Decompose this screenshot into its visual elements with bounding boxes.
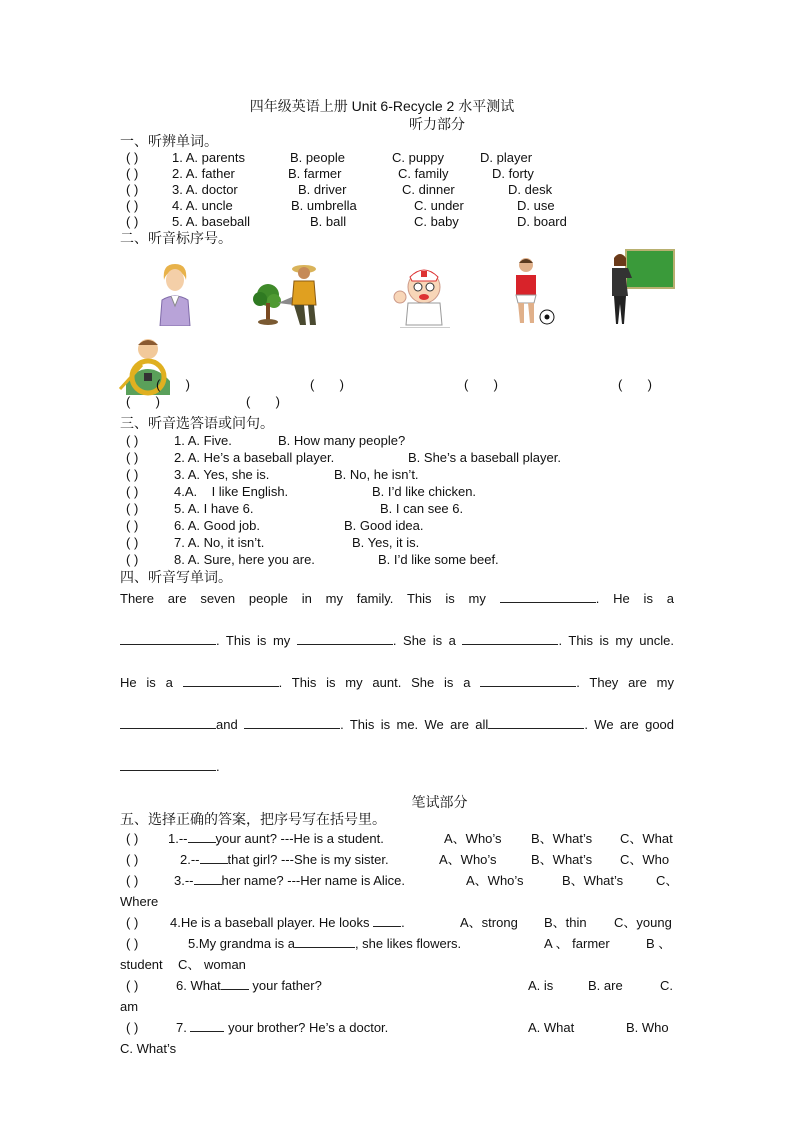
response-item <box>120 466 674 483</box>
question-text: 1.-- <box>168 831 188 846</box>
answer-paren[interactable]: ( ) <box>126 552 139 567</box>
fill-blank[interactable] <box>221 977 249 990</box>
question-6-wrap <box>120 996 674 1017</box>
para-text: He is a <box>120 675 173 690</box>
word-item <box>120 182 674 198</box>
para-text: . This is my <box>216 633 291 648</box>
question-3-wrap <box>120 891 674 912</box>
question-1 <box>120 828 674 849</box>
answer-paren[interactable]: ( ) <box>126 1020 139 1035</box>
fill-blank[interactable] <box>297 632 393 645</box>
fill-blank[interactable] <box>183 674 279 687</box>
option-c: C. What’s <box>120 1041 177 1056</box>
option-a: A、Who’s <box>466 873 524 888</box>
question-text: your father? <box>252 978 322 993</box>
option-a: 1. A. parents <box>172 150 245 165</box>
word-item <box>120 214 674 230</box>
question-text: 6. What <box>176 978 221 993</box>
answer-paren[interactable]: ( ) <box>126 873 139 888</box>
para-text: . He is a <box>595 591 674 606</box>
answer-paren[interactable]: ( ) <box>126 518 139 533</box>
fill-blank[interactable] <box>188 830 216 843</box>
para-text: . She is a <box>392 633 456 648</box>
option-a: 3. A. doctor <box>172 182 238 197</box>
option-b: B、What’s <box>531 831 593 846</box>
question-7-wrap <box>120 1038 674 1059</box>
option-a: 3. A. Yes, she is. <box>174 467 270 482</box>
question-4 <box>120 912 674 933</box>
option-a: A. is <box>528 978 554 993</box>
option-b: B 、 <box>646 936 672 951</box>
question-text: , she likes flowers. <box>354 936 462 951</box>
answer-paren[interactable]: ( ) <box>126 484 139 499</box>
fill-blank[interactable] <box>190 1019 224 1032</box>
question-text: 4.He is a baseball player. He looks <box>170 915 370 930</box>
para-text: There are seven people in my family. This is my <box>120 591 486 606</box>
fill-blank[interactable] <box>200 851 228 864</box>
answer-paren[interactable]: ( ) <box>126 978 139 993</box>
option-a: A、Who’s <box>439 852 497 867</box>
fill-blank[interactable] <box>488 716 584 729</box>
football-player-picture <box>508 255 558 327</box>
section-3-heading: 三、听音选答语或问句。 <box>120 415 274 431</box>
picture-answer-row-2 <box>120 394 674 415</box>
question-6 <box>120 975 674 996</box>
farmer-picture <box>252 259 328 327</box>
section-1-list <box>120 150 674 230</box>
question-text: . <box>401 915 405 930</box>
option-a: 6. A. Good job. <box>174 518 261 533</box>
picture-answer-row-1 <box>120 377 674 397</box>
option-a: 2. A. He’s a baseball player. <box>174 450 335 465</box>
para-text: . This is me. We are all <box>340 717 489 732</box>
answer-paren[interactable]: ( ) <box>126 915 139 930</box>
option-c: C、 <box>656 873 679 888</box>
option-c: C、young <box>614 915 672 930</box>
question-5-wrap <box>120 954 674 975</box>
option-a: 2. A. father <box>172 166 235 181</box>
question-text: 3.-- <box>174 873 194 888</box>
option-c: C、 woman <box>178 957 246 972</box>
option-b: B. farmer <box>288 166 342 181</box>
answer-paren[interactable]: ( ) <box>126 831 139 846</box>
option-b: B. How many people? <box>278 433 406 448</box>
option-b: B、thin <box>544 915 587 930</box>
listening-part-title: 听力部分 <box>409 116 465 132</box>
question-text: 5.My grandma is a <box>188 936 295 951</box>
fill-blank[interactable] <box>462 632 558 645</box>
question-text: your brother? He’s a doctor. <box>228 1020 389 1035</box>
section-1-heading: 一、听辨单词。 <box>120 133 218 149</box>
fill-blank[interactable] <box>120 758 216 771</box>
option-a: A. What <box>528 1020 575 1035</box>
answer-paren[interactable]: ( ) <box>156 377 190 392</box>
option-c: C. dinner <box>402 182 455 197</box>
word-item <box>120 198 674 214</box>
fill-blank[interactable] <box>500 590 596 603</box>
option-b: B. driver <box>298 182 347 197</box>
answer-paren[interactable]: ( ) <box>126 535 139 550</box>
question-7 <box>120 1017 674 1038</box>
option-b: B. ball <box>310 214 347 229</box>
woman-picture <box>154 262 196 326</box>
question-3 <box>120 870 679 891</box>
fill-blank[interactable] <box>194 872 222 885</box>
answer-paren[interactable]: ( ) <box>126 150 139 165</box>
picture-row <box>120 259 674 377</box>
option-b: B. I’d like some beef. <box>378 552 499 567</box>
response-item <box>120 500 674 517</box>
fill-blank[interactable] <box>295 935 355 948</box>
response-item <box>120 483 674 500</box>
option-a: A、Who’s <box>444 831 502 846</box>
word-item <box>120 150 674 166</box>
question-5 <box>120 933 674 954</box>
answer-paren[interactable]: ( ) <box>464 377 498 392</box>
written-part-title: 笔试部分 <box>411 794 468 810</box>
option-c: C、What <box>620 831 673 846</box>
option-a: 7. A. No, it isn’t. <box>174 535 265 550</box>
answer-paren[interactable]: ( ) <box>126 182 139 197</box>
option-b: B、What’s <box>531 852 593 867</box>
option-a: 4. A. uncle <box>172 198 233 213</box>
option-a: 4.A. I like English. <box>174 484 289 499</box>
option-b: B. She’s a baseball player. <box>408 450 561 465</box>
answer-paren[interactable]: ( ) <box>126 198 139 213</box>
section-3-list <box>120 432 674 568</box>
option-c: C. <box>660 978 673 993</box>
fill-blank[interactable] <box>373 914 401 927</box>
option-b-text: student <box>120 957 163 972</box>
option-a: 5. A. I have 6. <box>174 501 254 516</box>
teacher-picture <box>606 248 676 328</box>
question-text: that girl? ---She is my sister. <box>227 852 389 867</box>
option-a: A 、 farmer <box>544 936 610 951</box>
option-b: B、What’s <box>562 873 624 888</box>
fill-blank[interactable] <box>120 716 216 729</box>
para-text: . They are my <box>576 675 674 690</box>
answer-paren[interactable]: ( ) <box>310 377 344 392</box>
option-b: B. I’d like chicken. <box>372 484 477 499</box>
option-b: B. are <box>588 978 623 993</box>
worksheet <box>120 98 679 1059</box>
word-item <box>120 166 674 182</box>
answer-paren[interactable]: ( ) <box>126 852 139 867</box>
response-item <box>120 517 674 534</box>
option-c: C. family <box>398 166 449 181</box>
answer-paren[interactable]: ( ) <box>126 214 139 229</box>
answer-paren[interactable]: ( ) <box>618 377 652 392</box>
option-c-text: Where <box>120 894 159 909</box>
option-a: 8. A. Sure, here you are. <box>174 552 315 567</box>
response-item <box>120 551 674 568</box>
option-d: D. board <box>517 214 567 229</box>
option-d: D. player <box>480 150 533 165</box>
option-d: D. desk <box>508 182 553 197</box>
para-text: . This is my aunt. She is a <box>278 675 471 690</box>
option-d: D. use <box>517 198 555 213</box>
option-b: B. people <box>290 150 345 165</box>
fill-blank[interactable] <box>244 716 340 729</box>
question-text: her name? ---Her name is Alice. <box>221 873 406 888</box>
option-a: 5. A. baseball <box>172 214 251 229</box>
question-text: 7. <box>176 1020 187 1035</box>
answer-paren[interactable]: ( ) <box>126 450 139 465</box>
option-c: C. under <box>414 198 464 213</box>
answer-paren[interactable]: ( ) <box>126 166 139 181</box>
answer-paren[interactable]: ( ) <box>126 501 139 516</box>
question-text: 2.-- <box>180 852 200 867</box>
option-b: B. I can see 6. <box>380 501 464 516</box>
option-a: 1. A. Five. <box>174 433 232 448</box>
fill-blank[interactable] <box>480 674 576 687</box>
answer-paren[interactable]: ( ) <box>126 936 139 951</box>
para-text: and <box>216 717 238 732</box>
response-item <box>120 449 674 466</box>
para-text: . We are good <box>584 717 675 732</box>
option-b: B. Good idea. <box>344 518 424 533</box>
para-text: . <box>216 759 220 774</box>
response-item <box>120 432 674 449</box>
answer-paren[interactable]: ( ) <box>126 433 139 448</box>
section-2-heading: 二、听音标序号。 <box>120 230 232 246</box>
option-c: C. baby <box>414 214 459 229</box>
option-d: D. forty <box>492 166 534 181</box>
section-5-heading: 五、选择正确的答案，把序号写在括号里。 <box>120 811 386 827</box>
option-b: B. Yes, it is. <box>352 535 420 550</box>
section-4-paragraph <box>120 588 674 777</box>
question-2 <box>120 849 674 870</box>
option-a: A、strong <box>460 915 518 930</box>
option-b: B. No, he isn’t. <box>334 467 419 482</box>
page-title: 四年级英语上册 Unit 6-Recycle 2 水平测试 <box>249 98 515 114</box>
option-c-text: am <box>120 999 139 1014</box>
option-b: B. Who <box>626 1020 669 1035</box>
answer-paren[interactable]: ( ) <box>126 467 139 482</box>
answer-paren[interactable]: ( ) <box>126 394 160 409</box>
option-b: B. umbrella <box>291 198 357 213</box>
fill-blank[interactable] <box>120 632 216 645</box>
para-text: . This is my uncle. <box>558 633 674 648</box>
answer-paren[interactable]: ( ) <box>246 394 280 409</box>
question-text: your aunt? ---He is a student. <box>215 831 384 846</box>
option-c: C. puppy <box>392 150 445 165</box>
option-c: C、Who <box>620 852 670 867</box>
response-item <box>120 534 674 551</box>
section-4-heading: 四、听音写单词。 <box>120 569 232 585</box>
doctor-picture <box>388 263 458 329</box>
